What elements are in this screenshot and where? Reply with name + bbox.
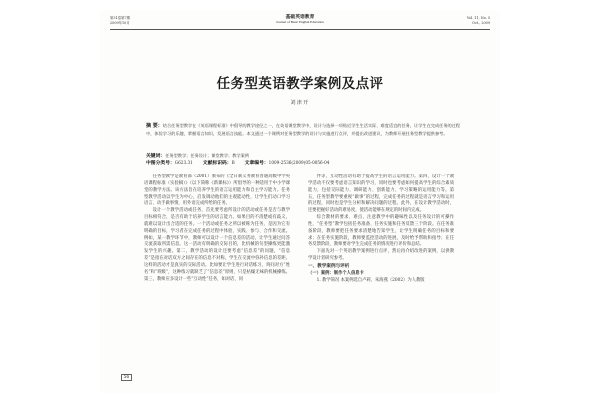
page-number: 56: [121, 374, 132, 381]
subsection-heading: （一）案例：制作个人信息卡: [308, 270, 364, 276]
journal-page: [100, 10, 500, 393]
article-title: 任务型英语教学案例及点评: [216, 76, 384, 92]
body-paragraph: 设计一个教学活动或任务，首先要考虑所设计的活动或任务是否与教学目标相符合，是否有助于培养学生的语言能力。如果目的不清楚或有歧义，就难以设计出合适的任务。一个活动或任务之所以被称为任务，是因为它有明确的目标，学习者在完成任务的过程中体验、实践、参与、合作和交流。例如，某一教学环节中，教师可以设计一个信息差的活动，让学生通过问答交流获取所需信息。这一活动有明确的交际目的，比机械的句型操练更能激发学生的兴趣。第二，教学活动的设计还要考虑“信息差”的问题，“信息差”是指在对话双方之间存在的信息不对称，学生在交流中弥补信息的差距，这样的活动才是真实的交际活动。比如要让学生进行对话练习，询问对方“姓名”和“班级”，这种练习就缺乏了“信息差”原则，只是枯燥无味的机械操练。第三，教师应多设计一些“互动性”任务，如对话、同: [144, 208, 290, 282]
header-journal: [100, 15, 500, 26]
body-paragraph: 任务型教学是教育部（2001）颁布的《全日制义务教育普通高级中学英语课程标准（实验稿）》（以下简称《新课标》）所倡导的一种适用于中小学课堂的教学方法。该方法旨在培养学生的语言运用能力和自主学习能力。任务型教学活动以学生为中心，启发调动他们的主观能动性，让学生们动口学习语言、动手做事情，用外语完成所给的任务。: [144, 174, 290, 207]
section-heading: 一、教学案例与评析: [308, 263, 350, 269]
abstract-label: 摘 要：: [146, 123, 163, 129]
header-volume: 第31卷第7期: [110, 16, 131, 20]
classification-line: [146, 160, 329, 166]
keywords-label: 关键词：: [146, 153, 166, 159]
abstract-text: 结合任务型教学在《英语课程标准》中倡导的教学途径之一，在英语课堂教学中，设计与选择一项贴近学生生活实际、难度适宜的任务，让学生在完成任务的过程中，体验学习的乐趣，掌握语言知识，发展语言技能。本文通过一个课例对任务型教学的设计与实施进行点评，并提出改进建议，为教师开展任务型教学提供参考。: [146, 123, 461, 137]
header-right: [467, 16, 490, 25]
body-paragraph: 综合教材的要求、难点，注意教学中的趣味性以及任务设计的可操作性，“任务型”教学包括任务准备、任务实施和任务反馈三个阶段。在任务准备阶段，教师要把任务要求清楚地告知学生，让学生明确任务的目标和要求；在任务实施阶段，教师要监控活动的进展，及时给予帮助和指导；在任务反馈阶段，教师要对学生完成任务的情况进行评价和总结。: [308, 215, 454, 248]
header-rule: [110, 29, 490, 30]
article-author: 刘津开: [290, 100, 310, 106]
article-number-label: 文章编号：: [244, 160, 269, 166]
body-column-left: [144, 174, 290, 386]
body-paragraph: 伴等，互动性活动有助于提高学生的语言运用能力。第四，设计一个教学活动不仅要考虑语言知识的学习，同时也要考虑如何提高学生的综合素质能力，包括交际能力、调研能力、创新能力、学习策略的运用能力等。第五，任务型教学要重视“做事”的过程，完成任务的过程就是语言学习和运用的过程，同时也是学生分析和解决问题的过程。此外，在设计教学活动时，还要把握好活动的难易度，使活动能够在规定的时间内完成。: [308, 174, 454, 214]
clc-value: G623.31: [174, 160, 193, 165]
doc-code-label: 文献标识码：: [202, 160, 232, 166]
header-volume-en: Vol. 11, No. 5: [466, 16, 490, 20]
journal-name-cn: 基础英语教育: [285, 14, 315, 20]
body-column-right: [308, 174, 454, 386]
header-date-en: Oct., 2009: [472, 20, 490, 25]
clc-label: 中图分类号：: [146, 160, 175, 166]
abstract: [146, 122, 464, 138]
article-number-value: 1009-2536(2009)05-0056-04: [268, 160, 330, 165]
journal-name-en: Journal of Basic English Education: [276, 20, 324, 25]
doc-code-value: B: [231, 160, 235, 165]
keywords-text: 任务型教学；任务设计；课堂教学；教学案例: [165, 153, 249, 158]
header-date: 2009年10月: [110, 20, 130, 25]
keywords: [146, 153, 464, 159]
body-paragraph: 下面先对一个英语教学案例进行点评，然后再介绍改进的案例，以供教学设计者研究参考。: [308, 249, 454, 262]
body-paragraph: 1. 教学简况 本案例选自卢莉、朱海燕（2002）为人教版: [316, 277, 425, 283]
